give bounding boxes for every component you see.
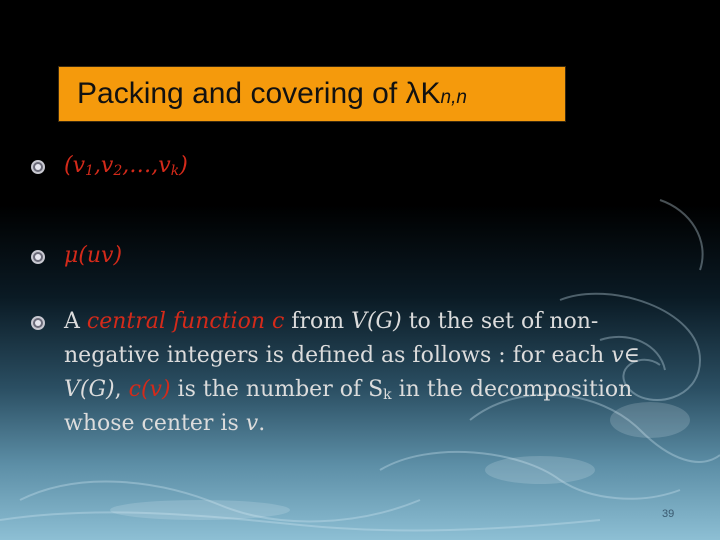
central-function-term: central function c: [86, 309, 285, 334]
bullet-3-c: to the set of non-: [401, 309, 599, 334]
ring-bullet-icon: [31, 316, 45, 330]
bullet-3-line-1: [64, 309, 598, 334]
bullet-3-line3-vg: V(G): [64, 377, 115, 402]
element-of-symbol: ∈: [623, 343, 640, 368]
bullet-1-subk: k: [170, 163, 180, 179]
bullet-3-line4-v: v: [245, 411, 259, 436]
bullet-1-sub2: 2: [113, 163, 123, 179]
bullet-3-line3-mid: is the number of S: [170, 377, 384, 402]
bullet-3-line3-comma: ,: [114, 377, 129, 402]
bullet-3-line-3: [64, 377, 632, 402]
cv-term: c(v): [128, 377, 171, 402]
bullet-3-line-4: [64, 411, 265, 436]
slide-title: [58, 66, 566, 122]
bullet-3-line-2: [64, 343, 640, 368]
bullet-1-c2: ,…,v: [122, 153, 171, 178]
bullet-3-vg: V(G): [351, 309, 402, 334]
page-number: 39: [662, 508, 675, 520]
ring-bullet-icon: [31, 250, 45, 264]
bullet-2-text: [64, 243, 122, 268]
ring-bullet-icon: [31, 160, 45, 174]
title-main: Packing and covering of λK: [77, 77, 441, 110]
bullet-2-formula: μ(uv): [64, 243, 123, 268]
bullet-3-line4-end: .: [258, 411, 266, 436]
bullet-1-c1: ,v: [93, 153, 114, 178]
bullet-3-line4-text: whose center is: [64, 411, 246, 436]
title-subscript: n,n: [440, 87, 467, 108]
bullet-3-line2-text: negative integers is defined as follows : for each: [64, 343, 612, 368]
bullet-1-sub1: 1: [85, 163, 94, 179]
bullet-1-close: ): [179, 153, 188, 178]
bullet-3-line3-end: in the decomposition: [391, 377, 633, 402]
bullet-1-open: (v: [64, 153, 86, 178]
bullet-3-b: from: [284, 309, 352, 334]
bullet-1-text: [64, 153, 188, 178]
bullet-3-v: v: [611, 343, 624, 368]
bullet-3-line3-k: k: [383, 387, 392, 403]
bullet-3-a: A: [64, 309, 87, 334]
